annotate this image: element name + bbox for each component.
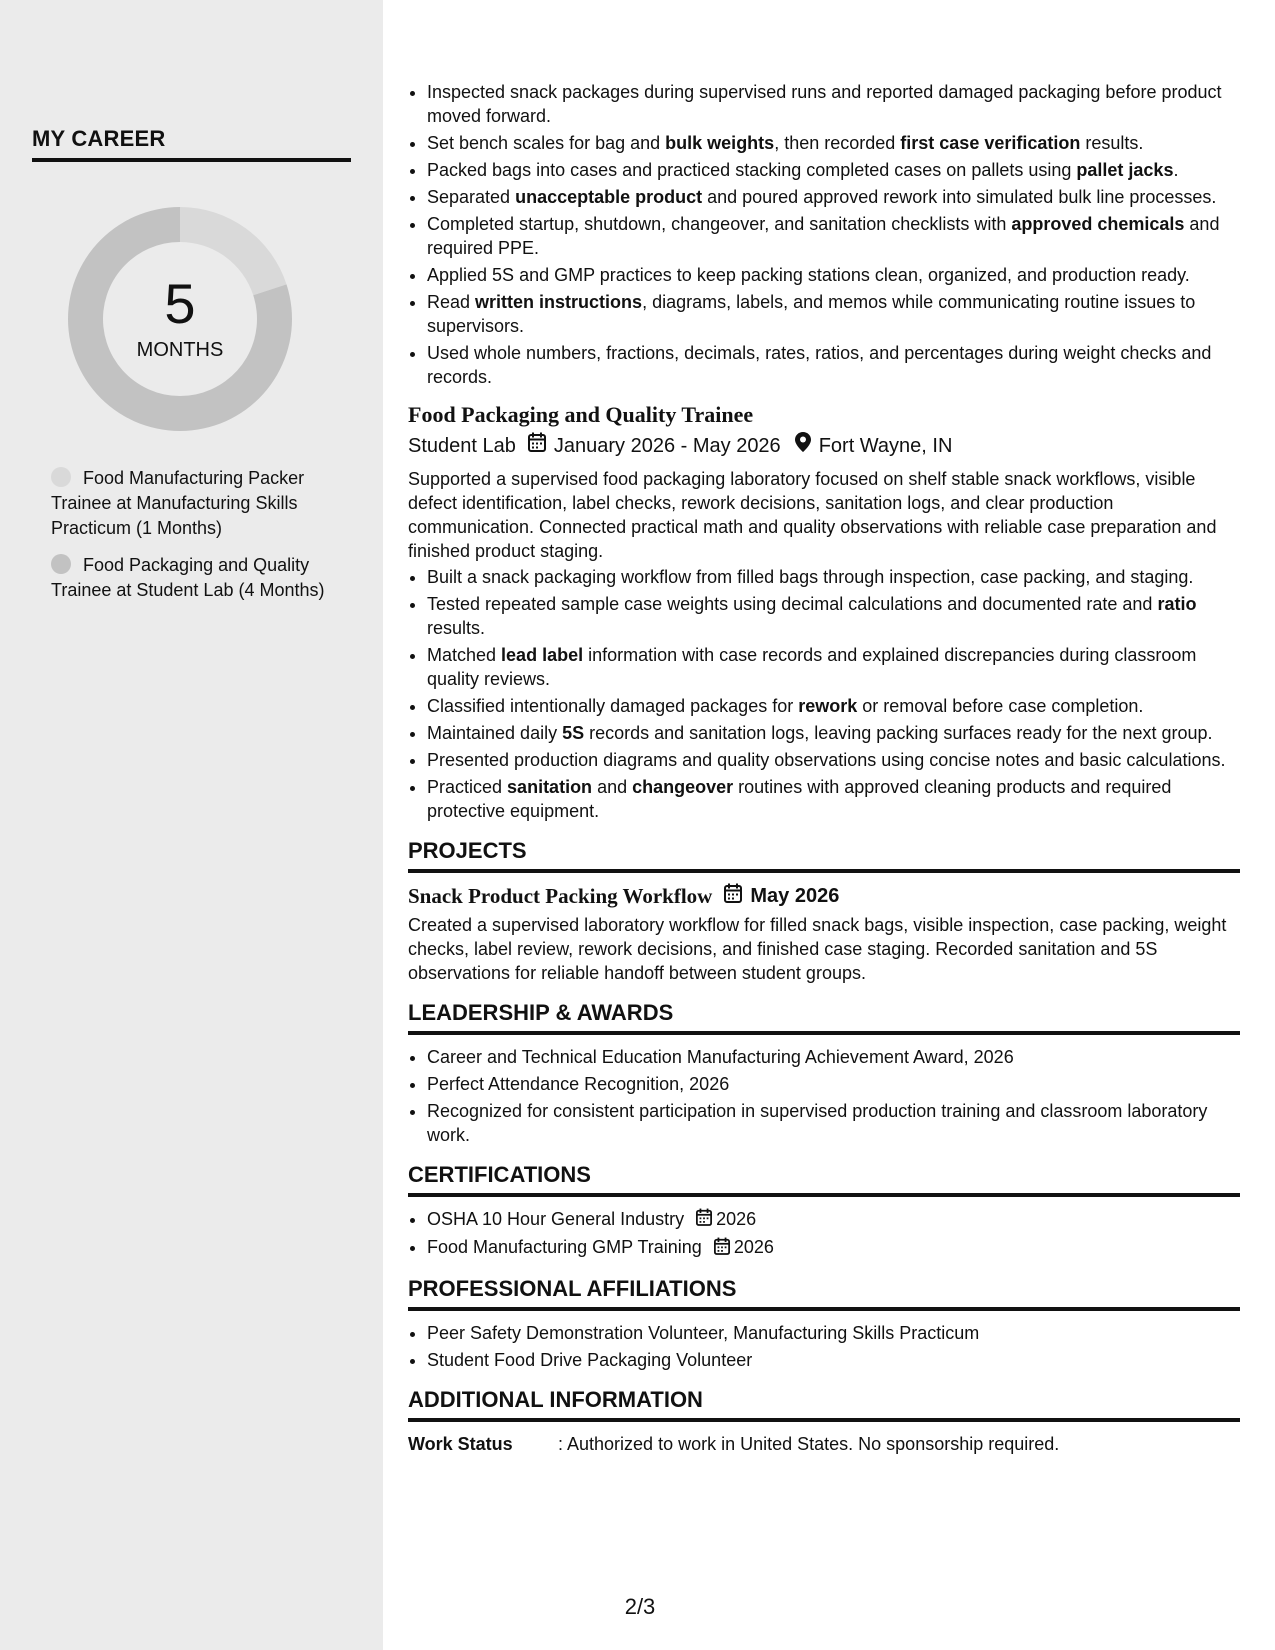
award-item: • Recognized for consistent participation in supervised production training and classroom laboratory work. bbox=[427, 1099, 1240, 1147]
certification-year: 2026 bbox=[733, 1237, 774, 1258]
calendar-icon bbox=[528, 431, 546, 461]
bullet-item: • Practiced sanitation and changeover routines with approved cleaning products and required protective equipment. bbox=[427, 775, 1240, 823]
calendar-icon bbox=[724, 883, 742, 909]
career-legend bbox=[51, 466, 331, 615]
certification-name: OSHA 10 Hour General Industry bbox=[427, 1209, 685, 1229]
project-title: Snack Product Packing Workflow bbox=[408, 884, 713, 908]
job-location: Fort Wayne, IN bbox=[818, 435, 953, 457]
bold-keyword: lead label bbox=[501, 645, 584, 665]
certification-item bbox=[427, 1207, 1240, 1232]
bold-keyword: rework bbox=[798, 696, 858, 716]
affiliations-heading: PROFESSIONAL AFFILIATIONS bbox=[408, 1277, 1240, 1311]
work-status-row bbox=[408, 1432, 1240, 1456]
career-heading: MY CAREER bbox=[32, 126, 351, 162]
bullet-item: • Built a snack packaging workflow from filled bags through inspection, case packing, and staging. bbox=[427, 565, 1240, 589]
bold-keyword: first case verification bbox=[900, 133, 1081, 153]
bullet-item: • Separated unacceptable product and poured approved rework into simulated bulk line processes. bbox=[427, 185, 1240, 209]
project-description: Created a supervised laboratory workflow for filled snack bags, visible inspection, case packing, weight checks, label review, rework decisions, and finished case staging. Recorded sanitation and 5S observations for reliable handoff between student groups. bbox=[408, 915, 1227, 983]
calendar-icon bbox=[696, 1208, 712, 1232]
map-pin-icon bbox=[795, 431, 811, 461]
certifications-heading: CERTIFICATIONS bbox=[408, 1163, 1240, 1197]
career-total-number: 5 bbox=[164, 272, 196, 335]
award-item: • Perfect Attendance Recognition, 2026 bbox=[427, 1072, 1240, 1096]
job-dates: January 2026 - May 2026 bbox=[553, 435, 781, 457]
job-bullets bbox=[408, 565, 1240, 823]
bold-keyword: ratio bbox=[1157, 594, 1197, 614]
work-status-value: : Authorized to work in United States. No sponsorship required. bbox=[558, 1433, 1060, 1454]
job-summary: Supported a supervised food packaging laboratory focused on shelf stable snack workflows, visible defect identification, label checks, rework decisions, sanitation logs, and clear production communication. Connected practical math and quality observations with reliable case preparation and finished product staging. bbox=[408, 469, 1217, 561]
legend-dot bbox=[51, 554, 71, 574]
bullet-item: • Matched lead label information with case records and explained discrepancies during classroom quality reviews. bbox=[427, 643, 1240, 691]
bullet-item: • Presented production diagrams and quality observations using concise notes and basic calculations. bbox=[427, 748, 1240, 772]
bold-keyword: bulk weights bbox=[665, 133, 775, 153]
main-content bbox=[408, 80, 1240, 1456]
awards-list bbox=[408, 1045, 1240, 1147]
job-meta bbox=[408, 431, 1240, 461]
bullet-item: • Classified intentionally damaged packages for rework or removal before case completion. bbox=[427, 694, 1240, 718]
bold-keyword: unacceptable product bbox=[515, 187, 703, 207]
affiliation-item: • Peer Safety Demonstration Volunteer, Manufacturing Skills Practicum bbox=[427, 1321, 1240, 1345]
awards-heading: LEADERSHIP & AWARDS bbox=[408, 1001, 1240, 1035]
bullet-item: • Completed startup, shutdown, changeover, and sanitation checklists with approved chemicals and required PPE. bbox=[427, 212, 1240, 260]
award-item: • Career and Technical Education Manufacturing Achievement Award, 2026 bbox=[427, 1045, 1240, 1069]
bold-keyword: 5S bbox=[562, 723, 585, 743]
bullet-item: • Inspected snack packages during supervised runs and reported damaged packaging before product moved forward. bbox=[427, 80, 1240, 128]
project-header bbox=[408, 883, 1240, 909]
certification-name: Food Manufacturing GMP Training bbox=[427, 1237, 702, 1258]
bullet-item: • Used whole numbers, fractions, decimals, rates, ratios, and percentages during weight checks and records. bbox=[427, 341, 1240, 389]
bold-keyword: approved chemicals bbox=[1011, 214, 1185, 234]
career-legend-label: Food Packaging and Quality Trainee at Student Lab (4 Months) bbox=[51, 555, 325, 600]
bullet-item: • Maintained daily 5S records and sanitation logs, leaving packing surfaces ready for the next group. bbox=[427, 721, 1240, 745]
experience-bullets-top bbox=[408, 80, 1240, 389]
affiliation-item: • Student Food Drive Packaging Volunteer bbox=[427, 1348, 1240, 1372]
bullet-item: • Applied 5S and GMP practices to keep packing stations clean, organized, and production ready. bbox=[427, 263, 1240, 287]
career-legend-item bbox=[51, 466, 331, 541]
work-status-label: Work Status bbox=[408, 1433, 513, 1454]
bullet-item: • Packed bags into cases and practiced stacking completed cases on pallets using pallet jacks. bbox=[427, 158, 1240, 182]
career-legend-item bbox=[51, 553, 331, 603]
bold-keyword: changeover bbox=[632, 777, 734, 797]
sidebar bbox=[0, 0, 383, 1650]
job-title: Food Packaging and Quality Trainee bbox=[408, 402, 754, 427]
bullet-item: • Set bench scales for bag and bulk weights, then recorded first case verification results. bbox=[427, 131, 1240, 155]
job-employer: Student Lab bbox=[408, 435, 516, 457]
certification-item bbox=[427, 1235, 1240, 1260]
bold-keyword: written instructions bbox=[475, 292, 643, 312]
bold-keyword: pallet jacks bbox=[1076, 160, 1174, 180]
project-date: May 2026 bbox=[750, 885, 840, 907]
page-number: 2/3 bbox=[624, 1594, 656, 1619]
projects-heading: PROJECTS bbox=[408, 839, 1240, 873]
calendar-icon bbox=[714, 1237, 730, 1261]
affiliations-list bbox=[408, 1321, 1240, 1372]
certification-year: 2026 bbox=[716, 1209, 757, 1229]
additional-heading: ADDITIONAL INFORMATION bbox=[408, 1388, 1240, 1422]
career-legend-label: Food Manufacturing Packer Trainee at Manufacturing Skills Practicum (1 Months) bbox=[51, 468, 305, 538]
bullet-item: • Tested repeated sample case weights using decimal calculations and documented rate and ratio results. bbox=[427, 592, 1240, 640]
certifications-list bbox=[408, 1207, 1240, 1261]
bullet-item: • Read written instructions, diagrams, labels, and memos while communicating routine issues to supervisors. bbox=[427, 290, 1240, 338]
career-total-unit: MONTHS bbox=[136, 339, 224, 361]
bold-keyword: sanitation bbox=[507, 777, 593, 797]
legend-dot bbox=[51, 467, 71, 487]
